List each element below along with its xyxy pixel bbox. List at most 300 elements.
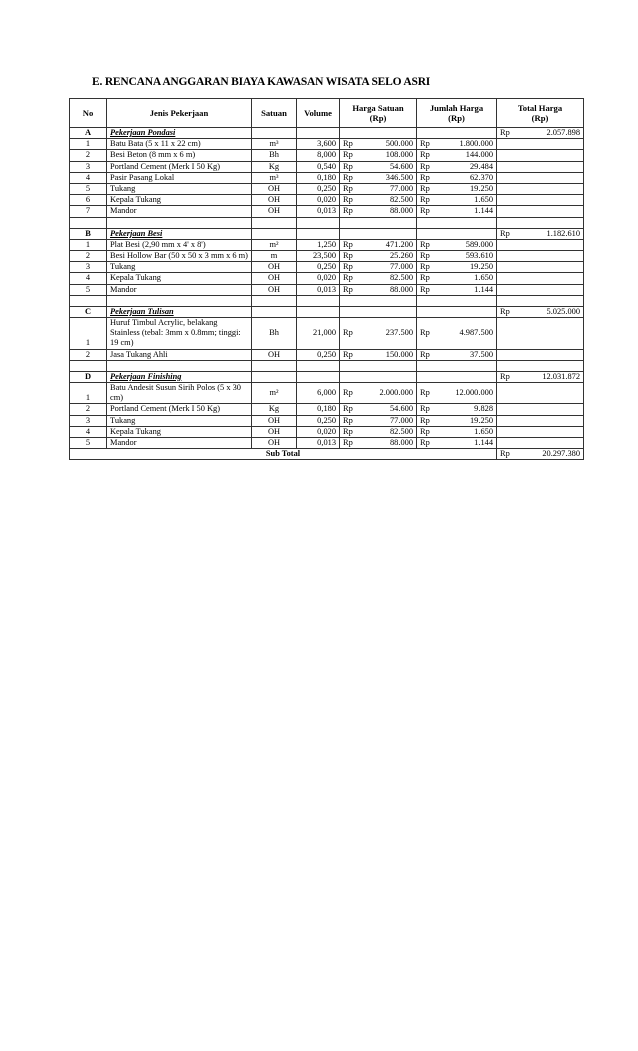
item-harga-satuan: [340, 251, 417, 262]
item-jumlah-harga-wrap: [420, 184, 493, 194]
table-row: [70, 239, 584, 250]
item-volume: 0,013: [297, 284, 340, 295]
header-jumlah-harga: [417, 99, 497, 128]
item-harga-satuan: [340, 239, 417, 250]
empty-cell: [297, 228, 340, 239]
item-harga-satuan-wrap: [343, 404, 413, 414]
item-harga-satuan-wrap: [343, 350, 413, 360]
item-jumlah-harga: [417, 172, 497, 183]
item-jumlah-harga: [417, 426, 497, 437]
empty-cell: [107, 217, 252, 228]
item-harga-satuan: [340, 438, 417, 449]
item-volume: 0,250: [297, 415, 340, 426]
item-volume: 6,000: [297, 383, 340, 404]
item-jenis-pekerjaan: Tukang: [107, 262, 252, 273]
empty-cell: [417, 360, 497, 371]
item-jenis-pekerjaan: Batu Bata (5 x 11 x 22 cm): [107, 139, 252, 150]
currency-label: Rp: [420, 273, 430, 283]
item-no: 3: [70, 262, 107, 273]
document-title: E. RENCANA ANGGARAN BIAYA KAWASAN WISATA SELO ASRI: [92, 76, 431, 88]
empty-cell: [340, 217, 417, 228]
currency-label: Rp: [343, 349, 353, 359]
item-volume: 23,500: [297, 251, 340, 262]
item-jumlah-harga-wrap: [420, 328, 493, 338]
currency-label: Rp: [420, 139, 430, 149]
item-harga-satuan: [340, 150, 417, 161]
item-satuan: OH: [252, 284, 297, 295]
subtotal-value-wrap: [500, 449, 580, 459]
table-row: [70, 273, 584, 284]
section-total-value: 12.031.872: [542, 371, 580, 381]
empty-cell: [497, 404, 584, 415]
item-harga-satuan: [340, 415, 417, 426]
section-total-wrap: [500, 372, 580, 382]
table-row: [70, 195, 584, 206]
item-satuan: m³: [252, 139, 297, 150]
empty-cell: [70, 295, 107, 306]
empty-cell: [340, 371, 417, 382]
item-harga-satuan: [340, 172, 417, 183]
table-row: [70, 251, 584, 262]
item-no: 4: [70, 172, 107, 183]
item-jumlah-harga-wrap: [420, 427, 493, 437]
item-harga-satuan-value: 25.260: [389, 251, 413, 261]
item-jumlah-harga: [417, 239, 497, 250]
currency-label: Rp: [343, 404, 353, 414]
subtotal-row: [70, 449, 584, 460]
item-jumlah-harga-value: 19.250: [469, 415, 493, 425]
item-jenis-pekerjaan: Mandor: [107, 284, 252, 295]
item-satuan: OH: [252, 426, 297, 437]
item-harga-satuan-value: 77.000: [389, 184, 413, 194]
section-total-wrap: [500, 229, 580, 239]
item-jumlah-harga: [417, 150, 497, 161]
item-jumlah-harga-value: 62.370: [469, 172, 493, 182]
item-satuan: OH: [252, 262, 297, 273]
item-harga-satuan-wrap: [343, 438, 413, 448]
empty-cell: [252, 228, 297, 239]
item-jumlah-harga: [417, 195, 497, 206]
item-jumlah-harga: [417, 161, 497, 172]
section-letter: B: [70, 228, 107, 239]
item-jumlah-harga-value: 1.144: [474, 284, 493, 294]
item-jenis-pekerjaan: Kepala Tukang: [107, 195, 252, 206]
item-harga-satuan-value: 108.000: [385, 150, 413, 160]
table-row: [70, 284, 584, 295]
item-jumlah-harga-wrap: [420, 150, 493, 160]
item-harga-satuan-value: 150.000: [385, 349, 413, 359]
item-harga-satuan: [340, 262, 417, 273]
empty-cell: [297, 217, 340, 228]
currency-label: Rp: [343, 415, 353, 425]
item-jumlah-harga: [417, 415, 497, 426]
currency-label: Rp: [343, 251, 353, 261]
item-volume: 0,250: [297, 184, 340, 195]
item-no: 2: [70, 251, 107, 262]
item-volume: 0,540: [297, 161, 340, 172]
currency-label: Rp: [420, 161, 430, 171]
currency-label: Rp: [343, 184, 353, 194]
item-harga-satuan-wrap: [343, 184, 413, 194]
item-harga-satuan: [340, 349, 417, 360]
currency-label: Rp: [343, 139, 353, 149]
item-jumlah-harga-wrap: [420, 388, 493, 398]
item-jumlah-harga-value: 144.000: [465, 150, 493, 160]
item-volume: 0,020: [297, 273, 340, 284]
item-harga-satuan: [340, 318, 417, 350]
empty-cell: [497, 438, 584, 449]
item-no: 6: [70, 195, 107, 206]
empty-cell: [70, 217, 107, 228]
currency-label: Rp: [420, 415, 430, 425]
item-jenis-pekerjaan: Portland Cement (Merk I 50 Kg): [107, 161, 252, 172]
item-harga-satuan-value: 88.000: [389, 206, 413, 216]
empty-cell: [497, 139, 584, 150]
table-row: [70, 206, 584, 217]
currency-label: Rp: [420, 284, 430, 294]
currency-label: Rp: [343, 150, 353, 160]
item-volume: 0,180: [297, 404, 340, 415]
item-jenis-pekerjaan: Plat Besi (2,90 mm x 4' x 8'): [107, 239, 252, 250]
item-jumlah-harga-wrap: [420, 173, 493, 183]
item-no: 1: [70, 383, 107, 404]
currency-label: Rp: [343, 438, 353, 448]
empty-cell: [107, 295, 252, 306]
empty-cell: [497, 383, 584, 404]
empty-cell: [497, 206, 584, 217]
item-harga-satuan-value: 471.200: [385, 239, 413, 249]
currency-label: Rp: [420, 388, 430, 398]
item-harga-satuan-value: 500.000: [385, 139, 413, 149]
section-row: [70, 371, 584, 382]
item-no: 4: [70, 273, 107, 284]
item-no: 3: [70, 161, 107, 172]
empty-cell: [497, 172, 584, 183]
item-satuan: m³: [252, 172, 297, 183]
table-row: [70, 139, 584, 150]
spacer-row: [70, 360, 584, 371]
item-harga-satuan-wrap: [343, 150, 413, 160]
currency-label: Rp: [420, 195, 430, 205]
empty-cell: [70, 360, 107, 371]
currency-label: Rp: [343, 239, 353, 249]
section-total-value: 5.025.000: [546, 306, 580, 316]
item-volume: 0,013: [297, 206, 340, 217]
currency-label: Rp: [500, 306, 510, 316]
section-row: [70, 228, 584, 239]
item-jenis-pekerjaan: Tukang: [107, 184, 252, 195]
empty-cell: [497, 318, 584, 350]
item-satuan: Kg: [252, 404, 297, 415]
empty-cell: [340, 306, 417, 317]
table-row: [70, 438, 584, 449]
item-harga-satuan-wrap: [343, 240, 413, 250]
item-volume: 0,013: [297, 438, 340, 449]
header-harga-satuan-label: Harga Satuan: [352, 102, 404, 113]
item-no: 1: [70, 239, 107, 250]
item-jumlah-harga: [417, 349, 497, 360]
table-row: [70, 426, 584, 437]
empty-cell: [252, 306, 297, 317]
currency-label: Rp: [343, 328, 353, 338]
table-row: [70, 172, 584, 183]
empty-cell: [340, 128, 417, 139]
item-satuan: Bh: [252, 318, 297, 350]
item-harga-satuan-wrap: [343, 416, 413, 426]
item-jenis-pekerjaan: Jasa Tukang Ahli: [107, 349, 252, 360]
item-no: 2: [70, 349, 107, 360]
item-jumlah-harga-wrap: [420, 350, 493, 360]
table-row: [70, 150, 584, 161]
empty-cell: [340, 360, 417, 371]
item-jumlah-harga-value: 19.250: [469, 184, 493, 194]
item-no: 4: [70, 426, 107, 437]
item-jumlah-harga-value: 1.144: [474, 206, 493, 216]
empty-cell: [297, 295, 340, 306]
currency-label: Rp: [500, 449, 510, 459]
item-volume: 0,180: [297, 172, 340, 183]
empty-cell: [297, 128, 340, 139]
item-harga-satuan-value: 88.000: [389, 438, 413, 448]
currency-label: Rp: [343, 388, 353, 398]
item-jumlah-harga-value: 4.987.500: [459, 328, 493, 338]
empty-cell: [340, 295, 417, 306]
currency-label: Rp: [343, 206, 353, 216]
empty-cell: [497, 426, 584, 437]
empty-cell: [497, 239, 584, 250]
budget-table: [69, 98, 584, 460]
item-no: 2: [70, 404, 107, 415]
table-header-row: [70, 99, 584, 128]
item-no: 5: [70, 284, 107, 295]
empty-cell: [497, 415, 584, 426]
item-satuan: m: [252, 251, 297, 262]
empty-cell: [297, 306, 340, 317]
item-no: 1: [70, 318, 107, 350]
item-harga-satuan: [340, 426, 417, 437]
item-jenis-pekerjaan: Kepala Tukang: [107, 273, 252, 284]
item-harga-satuan-wrap: [343, 162, 413, 172]
item-harga-satuan: [340, 284, 417, 295]
item-jumlah-harga-wrap: [420, 251, 493, 261]
empty-cell: [252, 128, 297, 139]
item-jumlah-harga-wrap: [420, 404, 493, 414]
item-harga-satuan-value: 82.500: [389, 195, 413, 205]
currency-label: Rp: [420, 172, 430, 182]
currency-label: Rp: [343, 195, 353, 205]
item-harga-satuan-wrap: [343, 388, 413, 398]
item-jumlah-harga-wrap: [420, 139, 493, 149]
header-jumlah-harga-unit: (Rp): [448, 113, 465, 123]
item-jumlah-harga: [417, 273, 497, 284]
header-volume: Volume: [297, 99, 340, 128]
item-harga-satuan-wrap: [343, 273, 413, 283]
item-harga-satuan: [340, 273, 417, 284]
table-row: [70, 184, 584, 195]
section-total-value: 2.057.898: [546, 128, 580, 137]
item-jumlah-harga: [417, 206, 497, 217]
item-volume: 1,250: [297, 239, 340, 250]
item-jumlah-harga-value: 593.610: [465, 251, 493, 261]
item-harga-satuan: [340, 139, 417, 150]
table-row: [70, 415, 584, 426]
item-harga-satuan-wrap: [343, 206, 413, 216]
item-jumlah-harga-wrap: [420, 162, 493, 172]
empty-cell: [252, 295, 297, 306]
item-harga-satuan-value: 82.500: [389, 426, 413, 436]
empty-cell: [297, 371, 340, 382]
item-satuan: OH: [252, 195, 297, 206]
item-jumlah-harga: [417, 383, 497, 404]
item-jenis-pekerjaan: Pasir Pasang Lokal: [107, 172, 252, 183]
empty-cell: [252, 360, 297, 371]
item-satuan: Kg: [252, 161, 297, 172]
item-jumlah-harga-wrap: [420, 285, 493, 295]
spacer-row: [70, 217, 584, 228]
header-total-harga-unit: (Rp): [531, 113, 549, 123]
item-jenis-pekerjaan: Mandor: [107, 206, 252, 217]
header-jenis-pekerjaan: Jenis Pekerjaan: [107, 99, 252, 128]
item-harga-satuan-value: 77.000: [389, 415, 413, 425]
item-harga-satuan: [340, 195, 417, 206]
item-harga-satuan-wrap: [343, 195, 413, 205]
item-satuan: OH: [252, 349, 297, 360]
item-satuan: OH: [252, 184, 297, 195]
currency-label: Rp: [343, 161, 353, 171]
section-row: [70, 128, 584, 139]
item-jumlah-harga-wrap: [420, 206, 493, 216]
item-no: 1: [70, 139, 107, 150]
empty-cell: [497, 262, 584, 273]
item-jumlah-harga-wrap: [420, 438, 493, 448]
item-volume: 21,000: [297, 318, 340, 350]
currency-label: Rp: [500, 128, 510, 137]
item-jumlah-harga-value: 37.500: [469, 349, 493, 359]
item-harga-satuan-wrap: [343, 427, 413, 437]
item-harga-satuan-value: 2.000.000: [379, 388, 413, 398]
empty-cell: [107, 360, 252, 371]
empty-cell: [497, 284, 584, 295]
section-total: [497, 371, 584, 382]
item-jumlah-harga-wrap: [420, 240, 493, 250]
item-volume: 0,250: [297, 262, 340, 273]
section-letter: C: [70, 306, 107, 317]
item-satuan: OH: [252, 415, 297, 426]
item-harga-satuan-value: 82.500: [389, 273, 413, 283]
item-jenis-pekerjaan: Kepala Tukang: [107, 426, 252, 437]
empty-cell: [340, 228, 417, 239]
item-volume: 3,600: [297, 139, 340, 150]
section-total-value: 1.182.610: [546, 228, 580, 238]
item-jenis-pekerjaan: Besi Hollow Bar (50 x 50 x 3 mm x 6 m): [107, 251, 252, 262]
header-satuan: Satuan: [252, 99, 297, 128]
subtotal-value: [497, 449, 584, 460]
currency-label: Rp: [420, 349, 430, 359]
item-volume: 0,020: [297, 195, 340, 206]
item-harga-satuan-value: 54.600: [389, 404, 413, 414]
item-jumlah-harga: [417, 284, 497, 295]
item-satuan: OH: [252, 206, 297, 217]
section-letter: A: [70, 128, 107, 139]
currency-label: Rp: [420, 150, 430, 160]
item-harga-satuan-value: 54.600: [389, 161, 413, 171]
item-jumlah-harga: [417, 404, 497, 415]
table-body: [70, 128, 584, 460]
currency-label: Rp: [420, 184, 430, 194]
item-jumlah-harga-wrap: [420, 416, 493, 426]
item-jenis-pekerjaan: Portland Cement (Merk I 50 Kg): [107, 404, 252, 415]
item-harga-satuan: [340, 383, 417, 404]
table-row: [70, 262, 584, 273]
section-total: [497, 228, 584, 239]
currency-label: Rp: [343, 262, 353, 272]
empty-cell: [497, 349, 584, 360]
section-name: Pekerjaan Besi: [107, 228, 252, 239]
section-total: [497, 306, 584, 317]
item-harga-satuan-wrap: [343, 251, 413, 261]
item-jumlah-harga-value: 1.650: [474, 426, 493, 436]
empty-cell: [497, 161, 584, 172]
item-harga-satuan: [340, 161, 417, 172]
currency-label: Rp: [343, 172, 353, 182]
empty-cell: [497, 150, 584, 161]
item-harga-satuan: [340, 206, 417, 217]
currency-label: Rp: [420, 262, 430, 272]
item-jumlah-harga: [417, 262, 497, 273]
item-jumlah-harga: [417, 184, 497, 195]
empty-cell: [417, 128, 497, 139]
header-harga-satuan-unit: (Rp): [369, 113, 387, 123]
empty-cell: [297, 360, 340, 371]
section-name: Pekerjaan Pondasi: [107, 128, 252, 139]
item-jumlah-harga-value: 1.144: [474, 438, 493, 448]
item-jenis-pekerjaan: Huruf Timbul Acrylic, belakang Stainless (tebal: 3mm x 0.8mm; tinggi: 19 cm): [107, 318, 252, 350]
item-no: 2: [70, 150, 107, 161]
currency-label: Rp: [420, 206, 430, 216]
empty-cell: [252, 371, 297, 382]
item-no: 5: [70, 184, 107, 195]
empty-cell: [252, 217, 297, 228]
item-no: 3: [70, 415, 107, 426]
section-total-wrap: [500, 128, 580, 138]
empty-cell: [497, 184, 584, 195]
currency-label: Rp: [420, 251, 430, 261]
item-volume: 0,020: [297, 426, 340, 437]
item-harga-satuan: [340, 184, 417, 195]
item-jumlah-harga-value: 1.650: [474, 195, 493, 205]
currency-label: Rp: [343, 426, 353, 436]
item-jumlah-harga-value: 29.484: [469, 161, 493, 171]
empty-cell: [417, 371, 497, 382]
subtotal-label: Sub Total: [70, 449, 497, 460]
item-jumlah-harga-value: 589.000: [465, 239, 493, 249]
section-name: Pekerjaan Tulisan: [107, 306, 252, 317]
item-jumlah-harga: [417, 139, 497, 150]
item-harga-satuan-wrap: [343, 173, 413, 183]
header-total-harga-label: Total Harga: [517, 102, 563, 113]
item-jumlah-harga: [417, 318, 497, 350]
table-row: [70, 383, 584, 404]
item-volume: 8,000: [297, 150, 340, 161]
empty-cell: [497, 195, 584, 206]
table-row: [70, 349, 584, 360]
item-no: 7: [70, 206, 107, 217]
item-jumlah-harga-value: 1.800.000: [459, 139, 493, 149]
empty-cell: [497, 360, 584, 371]
section-total-wrap: [500, 307, 580, 317]
section-row: [70, 306, 584, 317]
empty-cell: [497, 273, 584, 284]
